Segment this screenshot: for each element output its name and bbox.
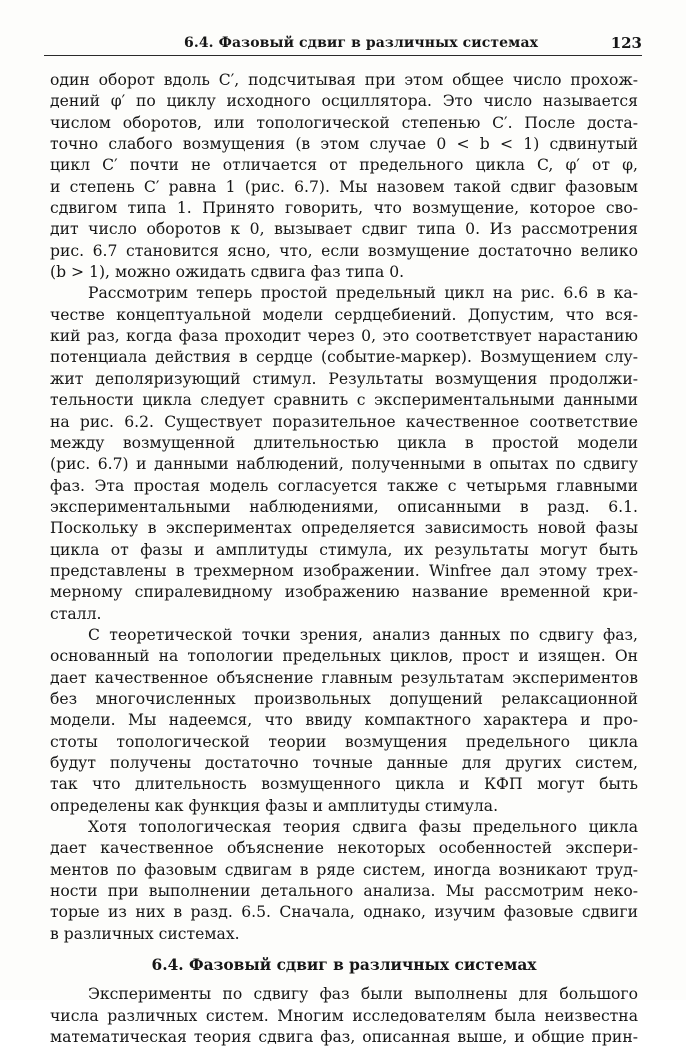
text-line: кий раз, когда фаза проходит через 0, это соответствует нарастанию bbox=[50, 327, 638, 346]
text-line: жит деполяризующий стимул. Результаты возмущения продолжи- bbox=[50, 369, 638, 388]
text-line: мерному спиралевидному изображению название временной кри- bbox=[50, 583, 638, 602]
text-line: ментов по фазовым сдвигам в ряде систем, иногда возникают труд- bbox=[50, 860, 638, 879]
text-line: Рассмотрим теперь простой предельный цикл на рис. 6.6 в ка- bbox=[88, 284, 638, 303]
text-line: дит число оборотов к 0, вызывает сдвиг типа 0. Из рассмотрения bbox=[50, 220, 638, 239]
text-line: основанный на топологии предельных циклов, прост и изящен. Он bbox=[50, 647, 638, 666]
text-line: ности при выполнении детального анализа. Мы рассмотрим неко- bbox=[50, 882, 638, 901]
body-text bbox=[50, 70, 638, 1048]
text-line: модели. Мы надеемся, что ввиду компактного характера и про- bbox=[50, 711, 638, 730]
text-line: (b > 1), можно ожидать сдвига фаз типа 0. bbox=[50, 263, 405, 282]
text-line: числом оборотов, или топологической степенью C′. После доста- bbox=[50, 113, 638, 132]
text-line: сталл. bbox=[50, 604, 102, 623]
text-line: так что длительность возмущенного цикла и КФП могут быть bbox=[50, 775, 638, 794]
running-head bbox=[44, 33, 642, 56]
text-line: сдвигом типа 1. Принято говорить, что возмущение, которое сво- bbox=[50, 199, 638, 218]
text-line: математическая теория сдвига фаз, описанная выше, и общие прин- bbox=[50, 1028, 638, 1047]
text-line: и степень C′ равна 1 (рис. 6.7). Мы назовем такой сдвиг фазовым bbox=[50, 177, 638, 196]
text-line: Хотя топологическая теория сдвига фазы предельного цикла bbox=[88, 818, 638, 837]
text-line: представлены в трехмерном изображении. Winfree дал этому трех- bbox=[50, 561, 638, 580]
text-line: торые из них в разд. 6.5. Сначала, однако, изучим фазовые сдвиги bbox=[50, 903, 638, 922]
text-line: точно слабого возмущения (в этом случае 0 < b < 1) сдвинутый bbox=[50, 135, 638, 154]
text-line: один оборот вдоль C′, подсчитывая при этом общее число прохож- bbox=[50, 71, 638, 89]
text-line: числа различных систем. Многим исследователям была неизвестна bbox=[50, 1006, 638, 1025]
page-number: 123 bbox=[610, 34, 642, 52]
text-line: определены как функция фазы и амплитуды стимула. bbox=[50, 796, 499, 815]
text-line: в различных системах. bbox=[50, 924, 240, 943]
text-line: фаз. Эта простая модель согласуется также с четырьмя главными bbox=[50, 476, 638, 495]
text-line: цикл C′ почти не отличается от предельного цикла C, φ′ от φ, bbox=[50, 156, 638, 175]
running-head-title: 6.4. Фазовый сдвиг в различных системах bbox=[184, 35, 539, 51]
text-line: дает качественное объяснение главным результатам экспериментов bbox=[50, 668, 638, 687]
text-line: без многочисленных произвольных допущений релаксационной bbox=[50, 689, 638, 708]
text-line: потенциала действия в сердце (событие-маркер). Возмущением слу- bbox=[50, 348, 638, 367]
text-line: экспериментальными наблюдениями, описанными в разд. 6.1. bbox=[50, 497, 638, 516]
text-line: стоты топологической теории возмущения предельного цикла bbox=[50, 732, 638, 751]
text-line: (рис. 6.7) и данными наблюдений, полученными в опытах по сдвигу bbox=[50, 455, 638, 474]
text-line: Поскольку в экспериментах определяется зависимость новой фазы bbox=[50, 519, 638, 538]
text-line: дений φ′ по циклу исходного осциллятора. Это число называется bbox=[50, 92, 638, 111]
text-line: рис. 6.7 становится ясно, что, если возмущение достаточно велико bbox=[50, 241, 638, 260]
text-line: честве концептуальной модели сердцебиений. Допустим, что вся- bbox=[50, 305, 638, 324]
text-line: дает качественное объяснение некоторых особенностей экспери- bbox=[50, 839, 638, 858]
text-line: между возмущенной длительностью цикла в простой модели bbox=[50, 433, 638, 452]
text-line: будут получены достаточно точные данные для других систем, bbox=[50, 754, 638, 772]
text-line: тельности цикла следует сравнить с экспериментальными данными bbox=[50, 391, 638, 410]
text-line: С теоретической точки зрения, анализ данных по сдвигу фаз, bbox=[88, 625, 638, 644]
text-line: Эксперименты по сдвигу фаз были выполнены для большого bbox=[88, 985, 638, 1004]
text-line: на рис. 6.2. Существует поразительное качественное соответствие bbox=[50, 412, 638, 431]
text-line: цикла от фазы и амплитуды стимула, их результаты могут быть bbox=[50, 540, 638, 559]
section-heading: 6.4. Фазовый сдвиг в различных системах bbox=[151, 956, 537, 975]
